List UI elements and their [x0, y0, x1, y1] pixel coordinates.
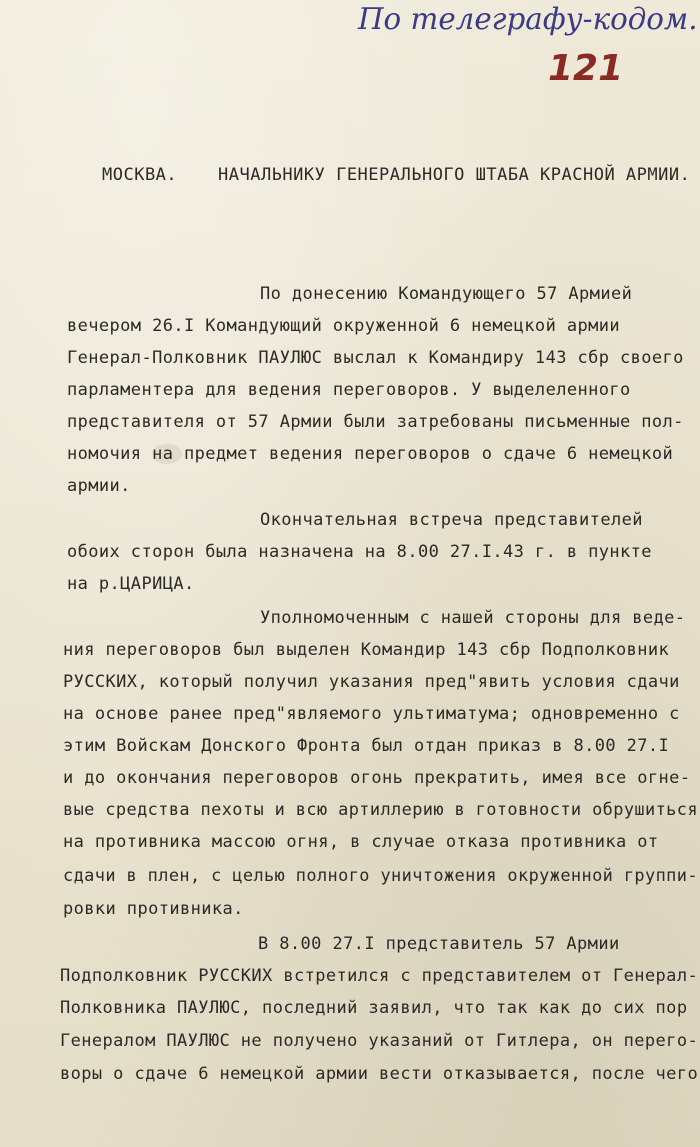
text-line: Генерал-Полковник ПАУЛЮС выслал к Командиру 143 сбр своего — [67, 348, 684, 368]
text-line: ровки противника. — [63, 899, 244, 919]
text-line: В 8.00 27.I представитель 57 Армии — [258, 934, 620, 954]
text-line: По донесению Командующего 57 Армией — [260, 284, 633, 304]
text-line: сдачи в плен, с целью полного уничтожения окруженной группи- — [63, 866, 698, 886]
text-line: представителя от 57 Армии были затребованы письменные пол- — [67, 412, 684, 432]
text-line: на основе ранее пред"являемого ультиматума; одновременно с — [63, 704, 680, 724]
text-line: ния переговоров был выделен Командир 143 сбр Подполковник — [63, 640, 670, 660]
text-line: Уполномоченным с нашей стороны для веде- — [260, 608, 686, 628]
text-line: вые средства пехоты и всю артиллерию в готовности обрушиться — [63, 800, 698, 820]
text-line: вечером 26.I Командующий окруженной 6 немецкой армии — [67, 316, 621, 336]
text-line: обоих сторон была назначена на 8.00 27.I.43 г. в пункте — [67, 542, 652, 562]
text-line: на р.ЦАРИЦА. — [67, 574, 195, 594]
handwritten-note: По телеграфу-кодом. — [358, 2, 698, 37]
text-line: Подполковник РУССКИХ встретился с представителем от Генерал- — [60, 966, 699, 986]
text-line: на противника массою огня, в случае отказа противника от — [63, 832, 659, 852]
heading-recipient: НАЧАЛЬНИКУ ГЕНЕРАЛЬНОГО ШТАБА КРАСНОЙ АРМИИ. — [218, 165, 691, 185]
text-line: Полковника ПАУЛЮС, последний заявил, что так как до сих пор — [60, 998, 688, 1018]
text-line: номочия на предмет ведения переговоров о сдаче 6 немецкой — [67, 444, 674, 464]
text-line: РУССКИХ, который получил указания пред"явить условия сдачи — [63, 672, 680, 692]
handwritten-page-number: 121 — [548, 48, 624, 89]
text-line: Генералом ПАУЛЮС не получено указаний от Гитлера, он перего- — [60, 1031, 699, 1051]
text-line: армии. — [67, 476, 131, 496]
text-line: воры о сдаче 6 немецкой армии вести отказывается, после чего — [60, 1064, 699, 1084]
text-line: и до окончания переговоров огонь прекратить, имея все огне- — [63, 768, 691, 788]
document-heading — [0, 165, 700, 195]
text-line: Окончательная встреча представителей — [260, 510, 643, 530]
text-line: этим Войскам Донского Фронта был отдан приказ в 8.00 27.I — [63, 736, 670, 756]
heading-address: МОСКВА. — [102, 165, 178, 185]
text-line: парламентера для ведения переговоров. У выделеленного — [67, 380, 631, 400]
